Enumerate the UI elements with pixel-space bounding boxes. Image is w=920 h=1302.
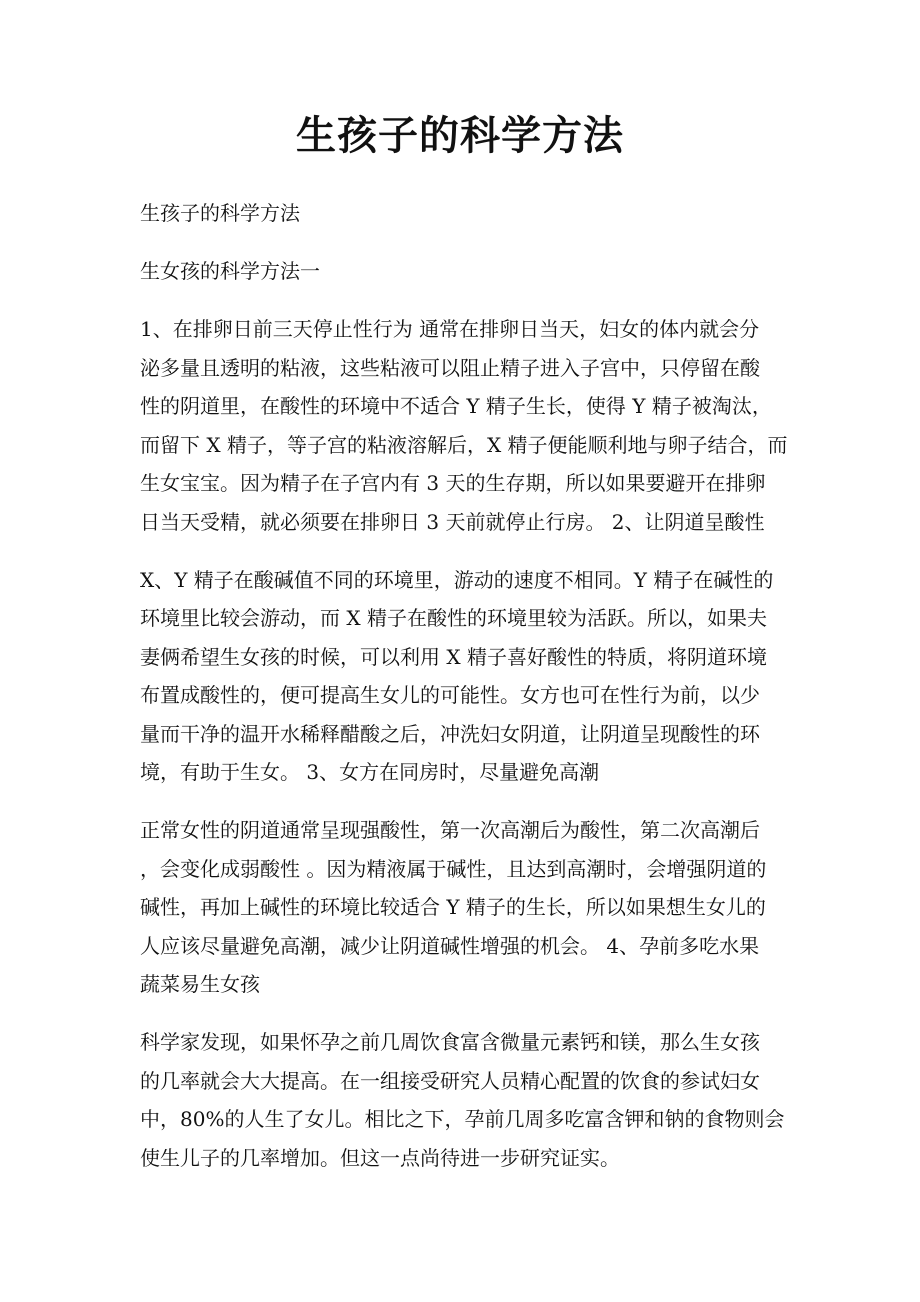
text-line: 生女宝宝。因为精子在子宫内有 3 天的生存期，所以如果要避开在排卵 — [140, 471, 766, 495]
text-line: 碱性，再加上碱性的环境比较适合 Y 精子的生长，所以如果想生女儿的 — [140, 895, 766, 919]
text-line: 境，有助于生女。 3、女方在同房时，尽量避免高潮 — [140, 760, 600, 784]
text-line: ，会变化成弱酸性 。因为精液属于碱性，且达到高潮时，会增强阴道的 — [140, 856, 767, 881]
document-body — [140, 194, 800, 1197]
text-line: 的几率就会大大提高。在一组接受研究人员精心配置的饮食的参试妇女 — [140, 1068, 760, 1093]
text-line: 量而干净的温开水稀释醋酸之后，冲洗妇女阴道，让阴道呈现酸性的环 — [140, 721, 760, 746]
paragraph — [140, 811, 800, 1004]
paragraph — [140, 310, 800, 541]
paragraph — [140, 561, 800, 792]
text-line: 妻俩希望生女孩的时候，可以利用 X 精子喜好酸性的特质，将阴道环境 — [140, 644, 767, 669]
section-heading — [140, 252, 800, 291]
text-line: 科学家发现，如果怀孕之前几周饮食富含微量元素钙和镁，那么生女孩 — [140, 1030, 760, 1054]
text-line: 泌多量且透明的粘液，这些粘液可以阻止精子进入子宫中，只停留在酸 — [140, 355, 760, 380]
text-line: 中，80%的人生了女儿。相比之下，孕前几周多吃富含钾和钠的食物则会 — [140, 1107, 785, 1131]
text-line: 布置成酸性的，便可提高生女儿的可能性。女方也可在性行为前，以少 — [140, 683, 760, 707]
text-line: 生女孩的科学方法一 — [140, 259, 320, 283]
text-line: 而留下 X 精子，等子宫的粘液溶解后，X 精子便能顺利地与卵子结合，而 — [140, 432, 788, 457]
text-line: 性的阴道里，在酸性的环境中不适合 Y 精子生长，使得 Y 精子被淘汰， — [140, 394, 772, 418]
document-title: 生孩子的科学方法 — [296, 112, 624, 159]
text-line: 生孩子的科学方法 — [140, 201, 300, 225]
text-line: 日当天受精，就必须要在排卵日 3 天前就停止行房。 2、让阴道呈酸性 — [140, 509, 765, 534]
text-line: 人应该尽量避免高潮，减少让阴道碱性增强的机会。 4、孕前多吃水果 — [140, 933, 760, 958]
text-line: 正常女性的阴道通常呈现强酸性，第一次高潮后为酸性，第二次高潮后 — [140, 818, 760, 842]
text-line: 使生儿子的几率增加。但这一点尚待进一步研究证实。 — [140, 1145, 620, 1170]
text-line: 环境里比较会游动，而 X 精子在酸性的环境里较为活跃。所以，如果夫 — [140, 606, 767, 630]
section-heading — [140, 194, 800, 233]
text-line: X、Y 精子在酸碱值不同的环境里，游动的速度不相同。Y 精子在碱性的 — [140, 567, 774, 592]
paragraph — [140, 1023, 800, 1177]
text-line: 蔬菜易生女孩 — [140, 972, 260, 996]
text-line: 1、在排卵日前三天停止性行为 通常在排卵日当天，妇女的体内就会分 — [140, 317, 760, 341]
